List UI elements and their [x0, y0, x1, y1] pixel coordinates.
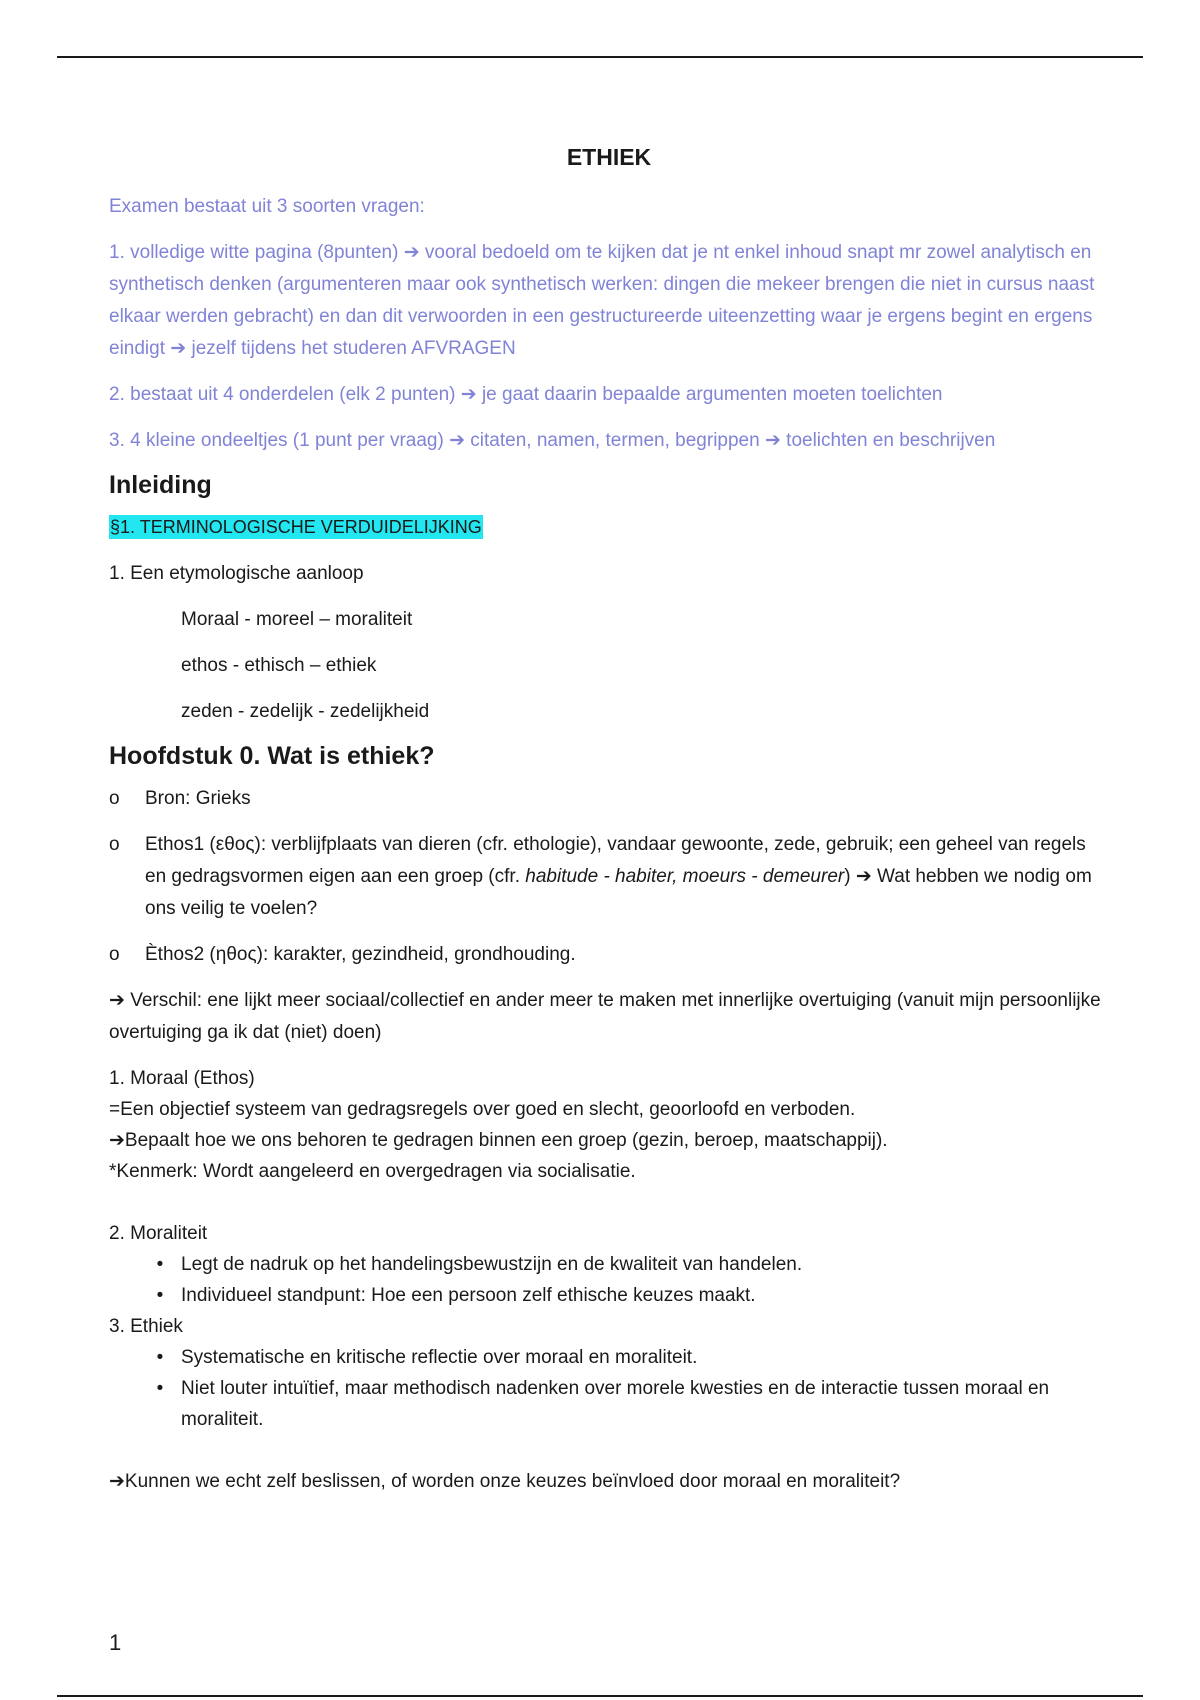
verschil-paragraph: ➔ Verschil: ene lijkt meer sociaal/collectief en ander meer te maken met innerlijke overtuiging (vanuit mijn persoonlijke overtuiging ga ik dat (niet) doen) — [109, 990, 1101, 1043]
list-bullet-icon: o — [109, 788, 120, 809]
list-item-ethos2 — [109, 939, 1109, 971]
exam-question-3: 3. 4 kleine ondeeltjes (1 punt per vraag) ➔ citaten, namen, termen, begrippen ➔ toelichten en beschrijven — [109, 430, 996, 451]
exam-intro: Examen bestaat uit 3 soorten vragen: — [109, 196, 425, 217]
list-item-text: Ethos1 (εθος): verblijfplaats van dieren (cfr. ethologie), vandaar gewoonte, zede, gebruik; een geheel van regels en gedragsvormen eigen aan een groep (cfr. habitude - habiter, moeurs - demeurer) ➔ Wat hebben we nodig om ons veilig te voelen? — [145, 834, 1092, 919]
closing-question: ➔Kunnen we echt zelf beslissen, of worden onze keuzes beïnvloed door moraal en moraliteit? — [109, 1471, 901, 1492]
list-item-text: Èthos2 (ηθος): karakter, gezindheid, grondhouding. — [145, 944, 576, 965]
list-bullet-icon: o — [109, 834, 120, 855]
etymology-line-3: zeden - zedelijk - zedelijkheid — [181, 701, 430, 722]
moraal-arrow-line: ➔Bepaalt hoe we ons behoren te gedragen binnen een groep (gezin, beroep, maatschappij). — [109, 1130, 888, 1151]
list-item-ethos1 — [109, 829, 1109, 925]
heading-chapter-0: Hoofdstuk 0. Wat is ethiek? — [109, 742, 435, 770]
bullet-text: Systematische en kritische reflectie over moraal en moraliteit. — [181, 1347, 698, 1368]
bullet-dot-icon: • — [156, 1347, 164, 1368]
bullet-text: Niet louter intuïtief, maar methodisch nadenken over morele kwesties en de interactie tussen moraal en moraliteit. — [181, 1378, 1050, 1430]
page-number: 1 — [109, 1630, 122, 1655]
document-page — [109, 144, 1109, 1497]
exam-question-1: 1. volledige witte pagina (8punten) ➔ vooral bedoeld om te kijken dat je nt enkel inhoud snapt mr zowel analytisch en synthetisch denken (argumenteren maar ook synthetisch werken: dingen die mekeer brengen die niet in cursus naast elkaar werden gebracht) en dan dit verwoorden in een gestructureerde uiteenzetting waar je ergens begint en ergens eindigt ➔ jezelf tijdens het studeren AFVRAGEN — [109, 242, 1095, 359]
moraliteit-title: 2. Moraliteit — [109, 1223, 208, 1244]
list-item-text: Bron: Grieks — [145, 788, 251, 809]
bullet-dot-icon: • — [156, 1285, 164, 1306]
etymology-line-1: Moraal - moreel – moraliteit — [181, 609, 413, 630]
list-item — [109, 1373, 1109, 1435]
moraal-title: 1. Moraal (Ethos) — [109, 1068, 255, 1089]
footer-rule — [57, 1695, 1143, 1697]
ethiek-title: 3. Ethiek — [109, 1316, 183, 1337]
list-item-bron — [109, 783, 1109, 815]
italic-terms: habitude - habiter, moeurs - demeurer — [525, 866, 845, 887]
moraal-definition: =Een objectief systeem van gedragsregels over goed en slecht, geoorloofd en verboden. — [109, 1099, 856, 1120]
document-title: ETHIEK — [566, 144, 652, 170]
heading-inleiding: Inleiding — [109, 471, 212, 499]
section-label-highlight: §1. TERMINOLOGISCHE VERDUIDELIJKING — [110, 517, 482, 537]
bullet-text: Individueel standpunt: Hoe een persoon zelf ethische keuzes maakt. — [181, 1285, 756, 1306]
list-item — [109, 1280, 1109, 1311]
moraal-kenmerk: *Kenmerk: Wordt aangeleerd en overgedragen via socialisatie. — [109, 1161, 636, 1182]
etymology-line-2: ethos - ethisch – ethiek — [181, 655, 377, 676]
bullet-text: Legt de nadruk op het handelingsbewustzijn en de kwaliteit van handelen. — [181, 1254, 803, 1275]
bullet-dot-icon: • — [156, 1378, 164, 1399]
list-item — [109, 1342, 1109, 1373]
moraal-block — [109, 1063, 1109, 1497]
header-rule — [57, 56, 1143, 58]
list-bullet-icon: o — [109, 944, 120, 965]
list-item — [109, 1249, 1109, 1280]
exam-question-2: 2. bestaat uit 4 onderdelen (elk 2 punten) ➔ je gaat daarin bepaalde argumenten moeten toelichten — [109, 384, 943, 405]
bullet-dot-icon: • — [156, 1254, 164, 1275]
etymology-subheading: 1. Een etymologische aanloop — [109, 563, 364, 584]
